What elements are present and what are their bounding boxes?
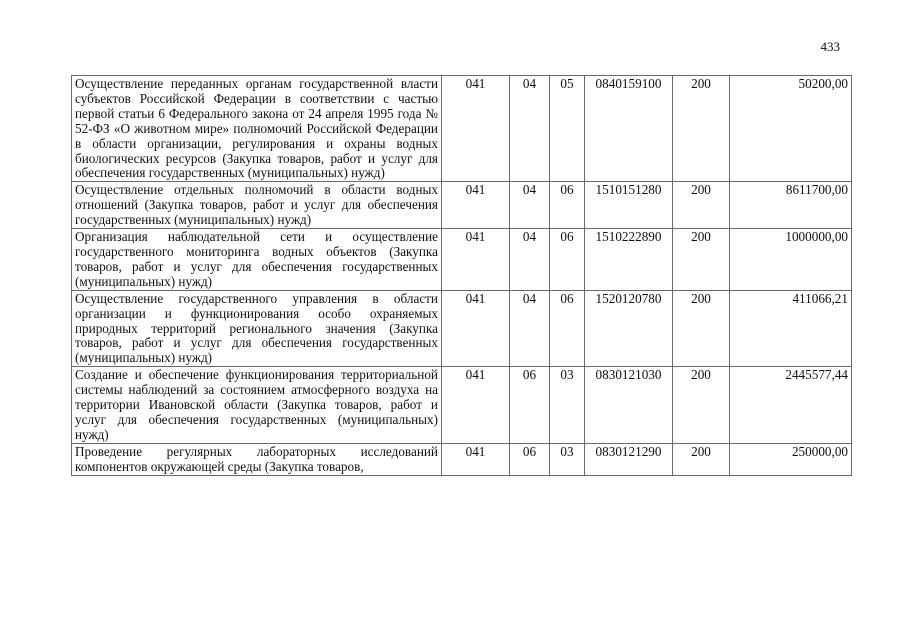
ministry-code: 041 (442, 367, 510, 444)
table-row (72, 443, 852, 475)
subsection-code: 06 (550, 290, 585, 367)
row-description: Организация наблюдательной сети и осуществление государственного мониторинга водных объектов (Закупка товаров, работ и услуг для обеспечения государственных (муниципальных) нужд) (72, 229, 442, 291)
amount: 50200,00 (730, 76, 852, 182)
amount: 8611700,00 (730, 182, 852, 229)
section-code: 06 (510, 367, 550, 444)
target-article-code: 0840159100 (585, 76, 673, 182)
section-code: 04 (510, 76, 550, 182)
section-code: 04 (510, 182, 550, 229)
expense-type-code: 200 (673, 443, 730, 475)
subsection-code: 05 (550, 76, 585, 182)
row-description: Осуществление отдельных полномочий в области водных отношений (Закупка товаров, работ и услуг для обеспечения государственных (муниципальных) нужд) (72, 182, 442, 229)
target-article-code: 0830121290 (585, 443, 673, 475)
budget-table (71, 75, 852, 476)
subsection-code: 03 (550, 443, 585, 475)
table-row (72, 76, 852, 182)
section-code: 06 (510, 443, 550, 475)
expense-type-code: 200 (673, 290, 730, 367)
amount: 411066,21 (730, 290, 852, 367)
subsection-code: 06 (550, 182, 585, 229)
amount: 250000,00 (730, 443, 852, 475)
amount: 1000000,00 (730, 229, 852, 291)
table-row (72, 290, 852, 367)
amount: 2445577,44 (730, 367, 852, 444)
target-article-code: 1510222890 (585, 229, 673, 291)
target-article-code: 1520120780 (585, 290, 673, 367)
expense-type-code: 200 (673, 182, 730, 229)
expense-type-code: 200 (673, 76, 730, 182)
expense-type-code: 200 (673, 367, 730, 444)
subsection-code: 06 (550, 229, 585, 291)
target-article-code: 0830121030 (585, 367, 673, 444)
row-description: Создание и обеспечение функционирования территориальной системы наблюдений за состоянием атмосферного воздуха на территории Ивановской области (Закупка товаров, работ и услуг для обеспечения государственных (муниципальных) нужд) (72, 367, 442, 444)
row-description: Осуществление государственного управления в области организации и функционирования особо охраняемых природных территорий регионального значения (Закупка товаров, работ и услуг для обеспечения государственных (муниципальных) нужд) (72, 290, 442, 367)
table-row (72, 367, 852, 444)
section-code: 04 (510, 290, 550, 367)
table-row (72, 182, 852, 229)
subsection-code: 03 (550, 367, 585, 444)
row-description: Проведение регулярных лабораторных исследований компонентов окружающей среды (Закупка товаров, (72, 443, 442, 475)
row-description: Осуществление переданных органам государственной власти субъектов Российской Федерации в соответствии с частью первой статьи 6 Федерального закона от 24 апреля 1995 года № 52-ФЗ «О животном мире» полномочий Российской Федерации в области организации, регулирования и охраны водных биологических ресурсов (Закупка товаров, работ и услуг для обеспечения государственных (муниципальных) нужд) (72, 76, 442, 182)
table-row (72, 229, 852, 291)
ministry-code: 041 (442, 290, 510, 367)
target-article-code: 1510151280 (585, 182, 673, 229)
section-code: 04 (510, 229, 550, 291)
ministry-code: 041 (442, 229, 510, 291)
ministry-code: 041 (442, 443, 510, 475)
expense-type-code: 200 (673, 229, 730, 291)
ministry-code: 041 (442, 182, 510, 229)
ministry-code: 041 (442, 76, 510, 182)
page-number: 433 (820, 39, 840, 54)
